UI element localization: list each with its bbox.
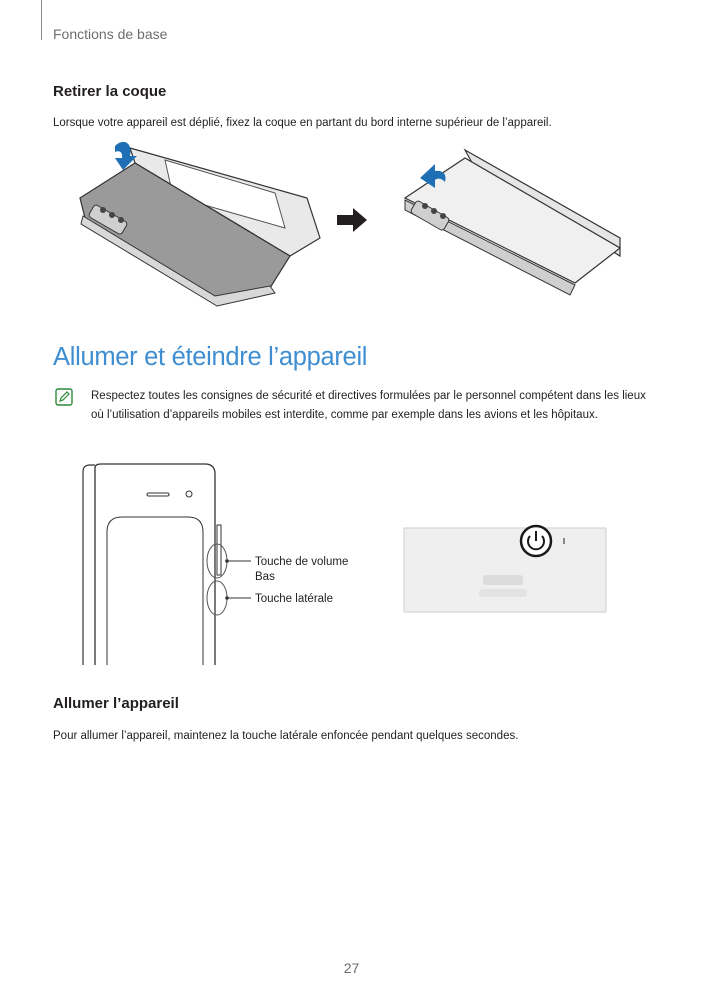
safety-note: Respectez toutes les consignes de sécurité et directives formulées par le personnel compétent dans les lieux où l’utilisation d’appareils mobiles est interdite, comme par exemple dans les avions et les hôpitaux.: [91, 390, 646, 421]
running-head: Fonctions de base: [53, 26, 168, 42]
section-heading-retirer: Retirer la coque: [53, 83, 167, 100]
page-number: 27: [343, 960, 360, 976]
note-pencil-icon: [55, 388, 73, 406]
right-arrow-icon: [337, 208, 367, 232]
section-heading-allumer: Allumer l’appareil: [53, 695, 179, 712]
header-rule: [41, 0, 42, 40]
retirer-instructions: Lorsque votre appareil est déplié, fixez la coque en partant du bord interne supérieur de l’appareil.: [53, 117, 552, 129]
chapter-title: Allumer et éteindre l’appareil: [53, 343, 368, 371]
device-keys-diagram: [75, 460, 365, 665]
cover-attach-illustration: [75, 138, 655, 308]
phone-with-cover-left: [80, 142, 320, 306]
volume-key-label-line2: Bas: [255, 571, 275, 583]
allumer-instructions: Pour allumer l’appareil, maintenez la touche latérale enfoncée pendant quelques secondes.: [53, 730, 519, 742]
side-key-callout: [207, 581, 227, 615]
side-key-label: Touche latérale: [255, 593, 333, 605]
volume-key-label-line1: Touche de volume: [255, 556, 349, 568]
phone-with-cover-right: [405, 150, 620, 295]
power-screen-illustration: [403, 517, 607, 614]
